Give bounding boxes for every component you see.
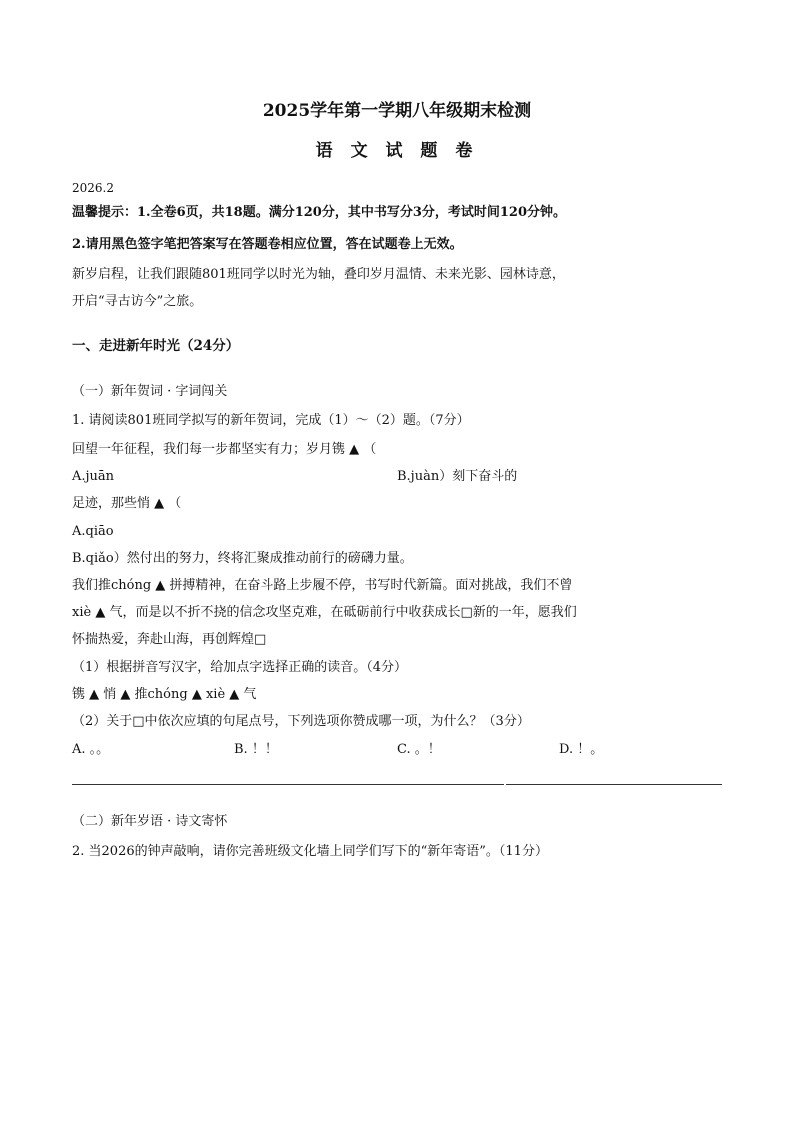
exam-date: 2026.2: [72, 181, 114, 195]
option-c: C. 。！: [397, 742, 441, 757]
intro-line-1: 新岁启程，让我们跟随801班同学以时光为轴，叠印岁月温情、未来光影、园林诗意，: [72, 267, 565, 282]
passage-line: 怀揣热爱，奔赴山海，再创辉煌□: [72, 632, 267, 647]
option-b: B. ！！: [234, 742, 278, 757]
option-a: A. 。。: [72, 742, 110, 757]
answer-rule: [506, 784, 722, 785]
passage-line: B.qiǎo）然付出的努力，终将汇聚成推动前行的磅礴力量。: [72, 551, 413, 566]
passage-line: xiè ▲ 气，而是以不折不挠的信念攻坚克难，在砥砺前行中收获成长□新的一年，愿我们: [72, 605, 577, 620]
subquestion-1-answer-line: 镌 ▲ 悄 ▲ 推chóng ▲ xiè ▲ 气: [72, 687, 257, 702]
subquestion-2: （2）关于□中依次应填的句尾点号，下列选项你赞成哪一项，为什么？（3分）: [72, 714, 530, 729]
answer-rule: [72, 784, 504, 785]
option-d: D. ！。: [559, 742, 604, 757]
question-2-prompt: 2. 当2026的钟声敲响，请你完善班级文化墙上同学们写下的“新年寄语”。（11分）: [72, 844, 548, 859]
part2-heading: （二）新年岁语 · 诗文寄怀: [72, 814, 228, 829]
question-1-prompt: 1. 请阅读801班同学拟写的新年贺词，完成（1）～（2）题。（7分）: [72, 413, 470, 428]
exam-title: 2025学年第一学期八年级期末检测: [262, 101, 532, 121]
exam-subtitle: 语 文 试 题 卷: [315, 141, 479, 161]
passage-line: 回望一年征程，我们每一步都坚实有力；岁月镌 ▲ （: [72, 442, 377, 457]
section-heading: 一、走进新年时光（24分）: [72, 338, 240, 354]
part1-heading: （一）新年贺词 · 字词闯关: [72, 384, 228, 399]
tips-line-2: 2.请用黑色签字笔把答案写在答题卷相应位置，答在试题卷上无效。: [72, 237, 463, 252]
intro-line-2: 开启“寻古访今”之旅。: [72, 294, 203, 309]
passage-line: B.juàn）刻下奋斗的: [397, 469, 518, 484]
subquestion-1: （1）根据拼音写汉字，给加点字选择正确的读音。（4分）: [72, 660, 408, 675]
passage-line: A.qiāo: [72, 524, 114, 539]
passage-line: A.juān: [72, 469, 115, 484]
passage-line: 足迹，那些悄 ▲ （: [72, 496, 182, 511]
tips-line-1: 温馨提示：1.全卷6页，共18题。满分120分，其中书写分3分，考试时间120分钟。: [72, 205, 567, 220]
passage-line: 我们推chóng ▲ 拼搏精神，在奋斗路上步履不停，书写时代新篇。面对挑战，我们不曾: [72, 578, 573, 593]
